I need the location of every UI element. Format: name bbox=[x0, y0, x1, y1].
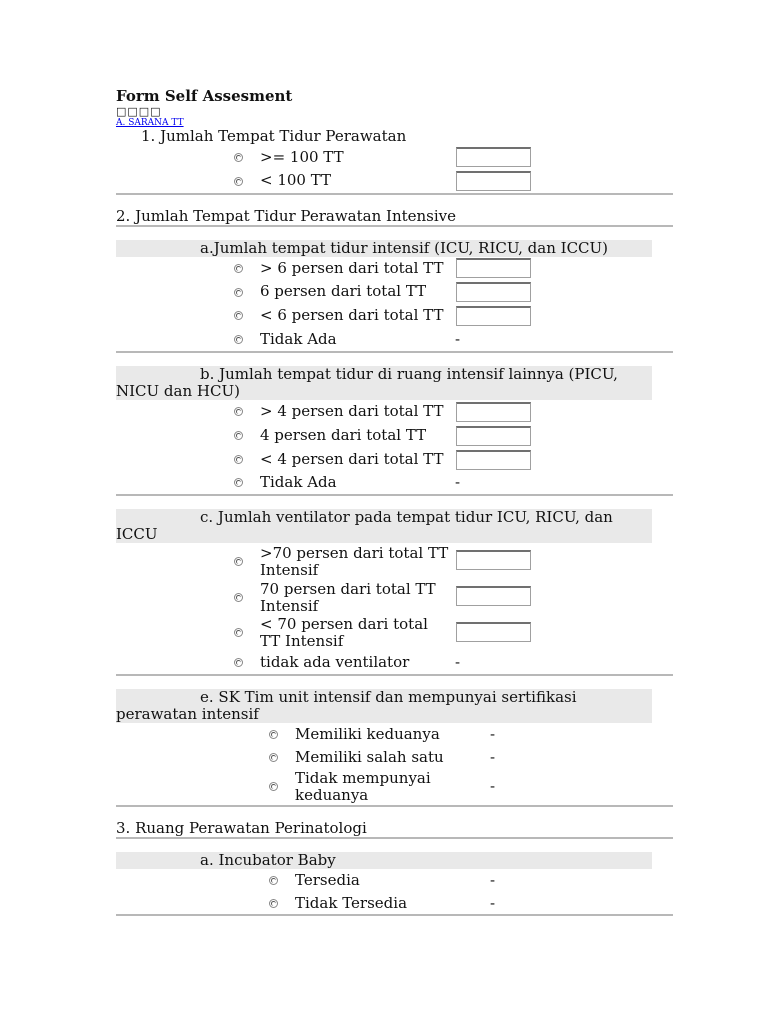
subquestion-2b-label: b. Jumlah tempat tidur di ruang intensif lainnya (PICU, NICU dan HCU) bbox=[116, 365, 618, 400]
q2e-option-1-radio[interactable] bbox=[269, 730, 278, 739]
q3a-option-1-radio[interactable] bbox=[269, 876, 278, 885]
q2b-option-3-label: < 4 persen dari total TT bbox=[260, 450, 444, 468]
divider bbox=[116, 674, 673, 676]
q2a-option-4-radio[interactable] bbox=[234, 335, 243, 344]
q2c-option-3-input[interactable] bbox=[456, 622, 531, 642]
q2c-option-4-radio[interactable] bbox=[234, 658, 243, 667]
q2a-option-2-input[interactable] bbox=[456, 282, 531, 302]
q2b-option-3-radio[interactable] bbox=[234, 455, 243, 464]
q2e-option-2-radio[interactable] bbox=[269, 753, 278, 762]
q2b-option-4-radio[interactable] bbox=[234, 478, 243, 487]
q2a-option-1-input[interactable] bbox=[456, 258, 531, 278]
q2c-option-3-radio[interactable] bbox=[234, 628, 243, 637]
q2a-option-3-label: < 6 persen dari total TT bbox=[260, 306, 444, 324]
subquestion-2c-band bbox=[116, 509, 652, 543]
q2e-option-2-dash: - bbox=[490, 748, 496, 766]
q2a-option-2-label: 6 persen dari total TT bbox=[260, 282, 427, 300]
q1-option-1-radio[interactable] bbox=[234, 153, 243, 162]
divider bbox=[116, 225, 673, 227]
divider bbox=[116, 193, 673, 195]
question-3-label: 3. Ruang Perawatan Perinatologi bbox=[116, 819, 367, 837]
subquestion-3a-label: a. Incubator Baby bbox=[200, 851, 336, 869]
subquestion-2e-label: e. SK Tim unit intensif dan mempunyai sertifikasi perawatan intensif bbox=[116, 688, 577, 723]
q2b-option-2-radio[interactable] bbox=[234, 431, 243, 440]
q2a-option-4-dash: - bbox=[455, 330, 461, 348]
question-2-label: 2. Jumlah Tempat Tidur Perawatan Intensive bbox=[116, 207, 457, 225]
divider bbox=[116, 805, 673, 807]
q2a-option-3-input[interactable] bbox=[456, 306, 531, 326]
q2a-option-1-label: > 6 persen dari total TT bbox=[260, 259, 444, 277]
q3a-option-1-label: Tersedia bbox=[295, 871, 360, 889]
q2b-option-1-input[interactable] bbox=[456, 402, 531, 422]
q1-option-2-radio[interactable] bbox=[234, 177, 243, 186]
subquestion-2c-label: c. Jumlah ventilator pada tempat tidur ICU, RICU, dan ICCU bbox=[116, 508, 613, 543]
divider bbox=[116, 837, 673, 839]
q3a-option-2-dash: - bbox=[490, 894, 496, 912]
q2a-option-4-label: Tidak Ada bbox=[260, 330, 337, 348]
placeholder-glyphs: □□□□ bbox=[116, 105, 162, 118]
q2c-option-3-label: < 70 persen dari total TT Intensif bbox=[260, 615, 428, 650]
subquestion-2b-band bbox=[116, 366, 652, 400]
q2c-option-4-dash: - bbox=[455, 653, 461, 671]
q2b-option-3-input[interactable] bbox=[456, 450, 531, 470]
q3a-option-2-radio[interactable] bbox=[269, 899, 278, 908]
subquestion-2e-band bbox=[116, 689, 652, 723]
section-link-sarana-tt[interactable]: A. SARANA TT bbox=[116, 118, 184, 128]
q2b-option-1-label: > 4 persen dari total TT bbox=[260, 402, 444, 420]
q2b-option-1-radio[interactable] bbox=[234, 407, 243, 416]
q3a-option-1-dash: - bbox=[490, 871, 496, 889]
q1-option-2-input[interactable] bbox=[456, 171, 531, 191]
subquestion-2a-label: a.Jumlah tempat tidur intensif (ICU, RICU, dan ICCU) bbox=[200, 239, 609, 257]
q2a-option-2-radio[interactable] bbox=[234, 288, 243, 297]
q2b-option-4-dash: - bbox=[455, 473, 461, 491]
divider bbox=[116, 351, 673, 353]
q2e-option-2-label: Memiliki salah satu bbox=[295, 748, 444, 766]
q2c-option-1-input[interactable] bbox=[456, 550, 531, 570]
q2b-option-2-input[interactable] bbox=[456, 426, 531, 446]
q2c-option-2-radio[interactable] bbox=[234, 593, 243, 602]
q2c-option-1-radio[interactable] bbox=[234, 557, 243, 566]
q2e-option-1-label: Memiliki keduanya bbox=[295, 725, 440, 743]
q2b-option-2-label: 4 persen dari total TT bbox=[260, 426, 427, 444]
q2c-option-2-input[interactable] bbox=[456, 586, 531, 606]
q2a-option-1-radio[interactable] bbox=[234, 264, 243, 273]
q1-option-2-label: < 100 TT bbox=[260, 171, 332, 189]
q2c-option-1-label: >70 persen dari total TT Intensif bbox=[260, 544, 449, 579]
q2c-option-4-label: tidak ada ventilator bbox=[260, 653, 410, 671]
divider bbox=[116, 494, 673, 496]
q1-option-1-label: >= 100 TT bbox=[260, 148, 344, 166]
q2b-option-4-label: Tidak Ada bbox=[260, 473, 337, 491]
question-1-label: 1. Jumlah Tempat Tidur Perawatan bbox=[141, 127, 407, 145]
page-title: Form Self Assesment bbox=[116, 87, 293, 105]
q2e-option-3-radio[interactable] bbox=[269, 782, 278, 791]
divider bbox=[116, 914, 673, 916]
subquestion-2a-band bbox=[116, 240, 652, 257]
q2e-option-3-dash: - bbox=[490, 777, 496, 795]
q3a-option-2-label: Tidak Tersedia bbox=[295, 894, 408, 912]
q2a-option-3-radio[interactable] bbox=[234, 311, 243, 320]
q2e-option-1-dash: - bbox=[490, 725, 496, 743]
q1-option-1-input[interactable] bbox=[456, 147, 531, 167]
q2c-option-2-label: 70 persen dari total TT Intensif bbox=[260, 580, 436, 615]
q2e-option-3-label: Tidak mempunyai keduanya bbox=[295, 769, 431, 804]
subquestion-3a-band bbox=[116, 852, 652, 869]
